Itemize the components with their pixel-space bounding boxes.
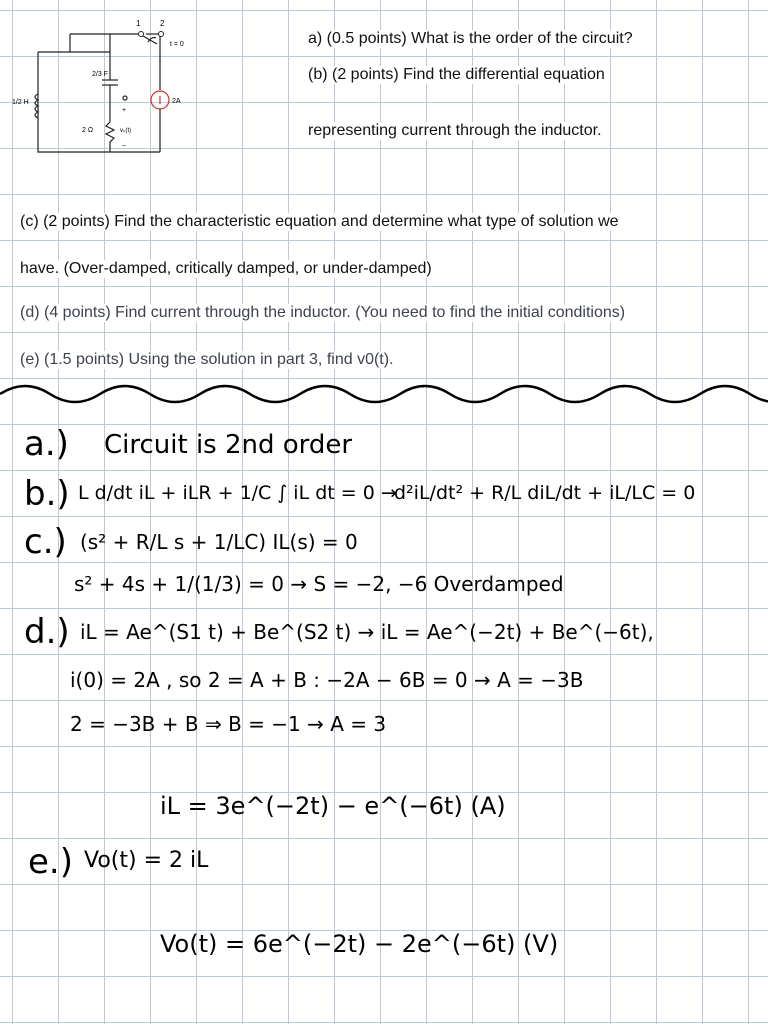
circuit-diagram [10, 12, 270, 162]
answer-d-label: d.) [24, 612, 70, 652]
answer-b-right: d²iL/dt² + R/L diL/dt + iL/LC = 0 [394, 482, 696, 504]
answer-c-text: (s² + R/L s + 1/LC) IL(s) = 0 [80, 530, 358, 554]
answer-d-line2: i(0) = 2A , so 2 = A + B : −2A − 6B = 0 → A = −3B [70, 668, 584, 692]
answer-e-label: e.) [28, 842, 73, 882]
resistor-label: 2 Ω [82, 127, 94, 134]
inductor-label: 1/2 H [12, 99, 29, 106]
vout-label: v₀(t) [120, 128, 132, 134]
vout-minus-label: − [122, 143, 127, 150]
question-c-line2: have. (Over-damped, critically damped, or under-damped) [20, 260, 432, 277]
answer-d-result: iL = 3e^(−2t) − e^(−6t) (A) [160, 792, 506, 820]
switch-time-label: t = 0 [170, 41, 184, 48]
answer-c-line2: s² + 4s + 1/(1/3) = 0 → S = −2, −6 Overdamped [74, 572, 564, 596]
question-d: (d) (4 points) Find current through the inductor. (You need to find the initial conditions) [20, 304, 626, 321]
answer-e-result: Vo(t) = 6e^(−2t) − 2e^(−6t) (V) [160, 930, 559, 958]
switch-pos2-label: 2 [160, 19, 165, 28]
question-a: a) (0.5 points) What is the order of the circuit? [308, 30, 633, 47]
answer-b-label: b.) [24, 474, 70, 514]
wavy-divider [0, 372, 768, 412]
answer-e-line1: Vo(t) = 2 iL [84, 848, 209, 873]
question-c-line1: (c) (2 points) Find the characteristic equation and determine what type of solution we [20, 213, 619, 230]
answer-a-text: Circuit is 2nd order [104, 430, 353, 460]
capacitor-label: 2/3 F [92, 71, 108, 78]
answer-d-line1: iL = Ae^(S1 t) + Be^(S2 t) → iL = Ae^(−2t) + Be^(−6t), [80, 620, 654, 644]
answer-d-line3: 2 = −3B + B ⇒ B = −1 → A = 3 [70, 712, 387, 736]
source-label: 2A [172, 98, 181, 105]
question-b-line2: representing current through the inductor. [308, 122, 602, 139]
switch-pos1-label: 1 [136, 19, 141, 28]
question-e: (e) (1.5 points) Using the solution in part 3, find v0(t). [20, 351, 394, 368]
answer-b-left: L d/dt iL + iLR + 1/C ∫ iL dt = 0 → [78, 482, 397, 504]
question-b-line1: (b) (2 points) Find the differential equation [308, 66, 605, 83]
vout-plus-label: + [122, 107, 127, 114]
answer-c-label: c.) [24, 522, 67, 562]
answer-a-label: a.) [24, 424, 69, 464]
